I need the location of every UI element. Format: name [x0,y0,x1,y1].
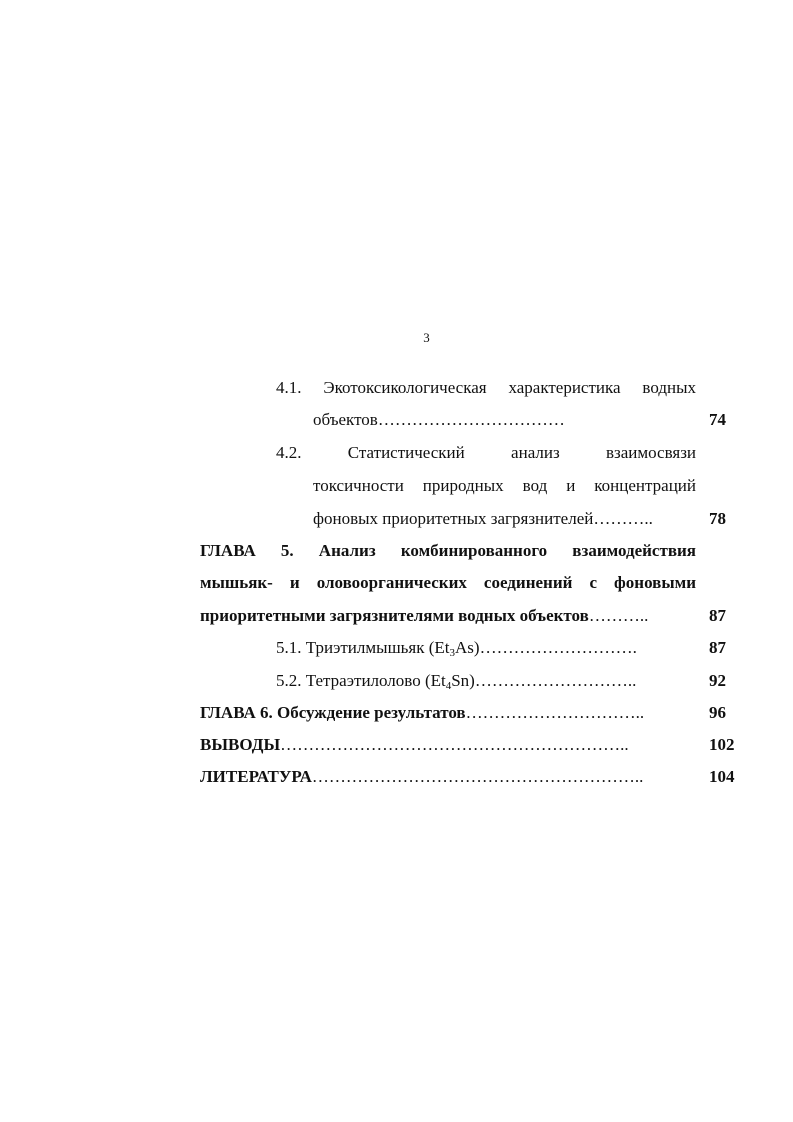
toc-entry-5-1-line [276,638,637,658]
toc-literature-title: ЛИТЕРАТУРА [200,767,312,786]
toc-chapter-5-line3 [200,606,648,626]
toc-entry-5-2-title: 5.2. Тетраэтилолово (Et [276,671,446,690]
toc-chapter-5-leader: ……….. [588,606,649,625]
toc-literature-page: 104 [709,767,735,786]
toc-entry-4-2-line1 [276,443,696,463]
toc-entry-4-2-page: 78 [709,509,726,528]
toc-entry-5-2-page: 92 [709,671,726,690]
toc-entry-4-1-title-cont: объектов [313,410,378,429]
toc-entry-5-1-page: 87 [709,638,726,657]
toc-entry-4-2-word1: Статистический [347,443,465,462]
toc-entry-5-1-title-end: As) [455,638,480,657]
toc-chapter-6-line [200,703,644,723]
toc-entry-4-2-title-end: фоновых приоритетных загрязнителей [313,509,594,528]
toc-entry-4-1-line2 [313,410,565,430]
toc-conclusions-leader: …………………………………………………….. [280,735,629,754]
toc-entry-4-2-leader: ……….. [593,509,653,528]
toc-chapter-5-title-end: приоритетными загрязнителями водных объектов [200,606,589,625]
toc-entry-4-2-line3 [313,509,653,529]
toc-chapter-6-leader: ………………………….. [465,703,645,722]
toc-entry-4-1-number: 4.1. [276,378,302,397]
toc-entry-5-2-leader: ……………………….. [474,671,637,690]
toc-entry-4-2-number: 4.2. [276,443,302,462]
toc-entry-5-2-line [276,671,636,691]
toc-entry-4-2-word3: взаимосвязи [605,443,697,462]
toc-entry-4-1-title: Экотоксикологическая характеристика водных [323,378,696,397]
toc-entry-4-2-line2 [313,476,696,496]
toc-entry-4-1-page: 74 [709,410,726,429]
toc-chapter-6-page: 96 [709,703,726,722]
toc-conclusions-title: ВЫВОДЫ [200,735,281,754]
toc-entry-5-1-title: 5.1. Триэтилмышьяк (Et [276,638,450,657]
toc-entry-4-1-line1 [276,378,696,398]
toc-chapter-5-line1 [200,541,696,561]
toc-entry-4-2-title-cont: токсичности природных вод и концентраций [313,476,696,495]
toc-chapter-5-line2 [200,573,696,593]
toc-conclusions-line [200,735,629,755]
toc-chapter-5-title: ГЛАВА 5. Анализ комбинированного взаимодействия [200,541,696,560]
toc-chapter-5-page: 87 [709,606,726,625]
toc-entry-5-1-subscript: 3 [449,647,456,659]
toc-conclusions-page: 102 [709,735,735,754]
toc-literature-line [200,767,643,787]
toc-entry-4-2-word2: анализ [511,443,560,462]
toc-entry-4-1-leader: …………………………… [377,410,565,429]
page-number: 3 [423,330,430,345]
toc-literature-leader: ………………………………………………….. [311,767,644,786]
toc-chapter-5-title-cont: мышьяк- и оловоорганических соединений с фоновыми [200,573,696,592]
toc-entry-5-1-leader: ………………………. [479,638,637,657]
toc-chapter-6-title: ГЛАВА 6. Обсуждение результатов [200,703,466,722]
toc-entry-5-2-title-end: Sn) [451,671,475,690]
toc-entry-5-2-subscript: 4 [445,680,452,692]
